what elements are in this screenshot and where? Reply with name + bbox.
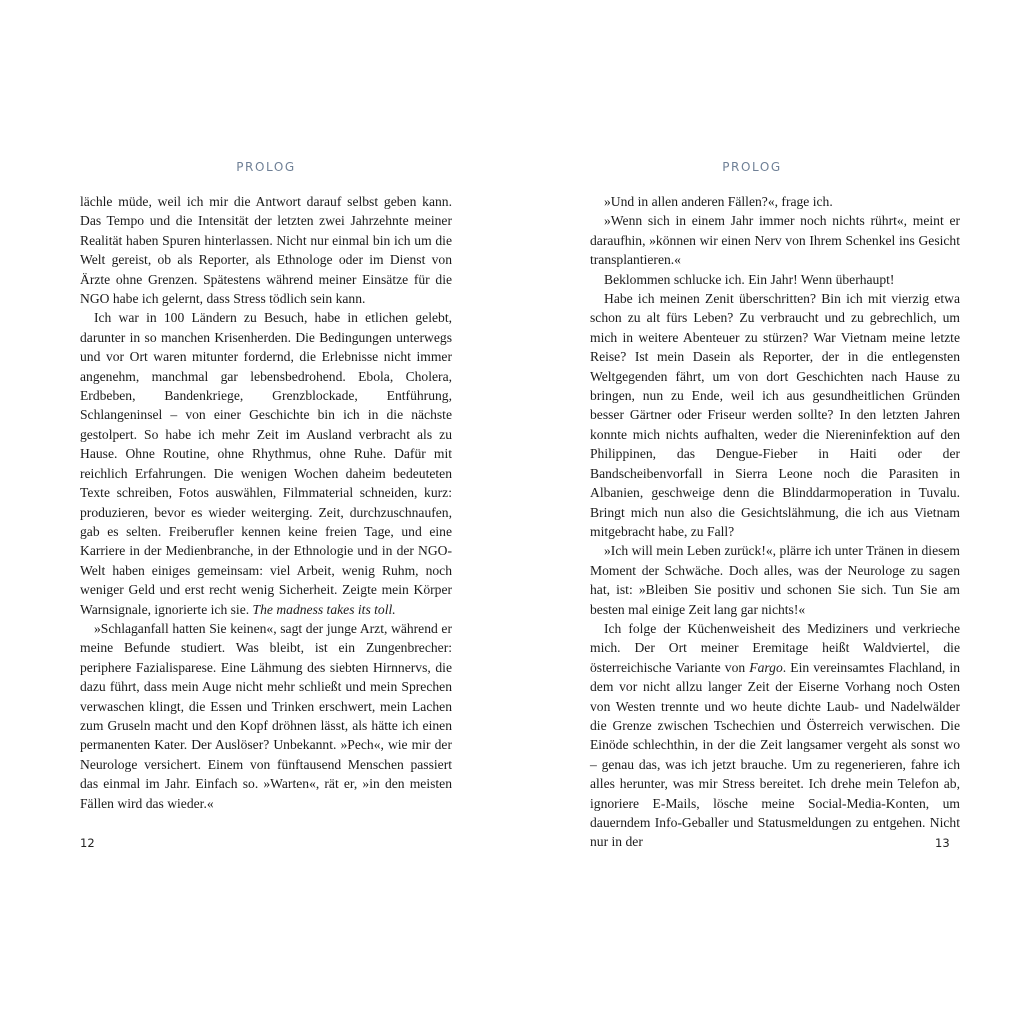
paragraph bbox=[80, 619, 452, 813]
italic-text: The madness takes its toll. bbox=[252, 601, 396, 617]
body-text-right bbox=[590, 192, 960, 852]
running-head-left: PROLOG bbox=[236, 160, 296, 174]
paragraph bbox=[590, 541, 960, 619]
paragraph bbox=[590, 192, 960, 211]
paragraph bbox=[590, 211, 960, 269]
text-run: »Wenn sich in einem Jahr immer noch nichts rührt«, meint er daraufhin, »können wir einen Nerv von Ihrem Schenkel ins Gesicht transplantieren.« bbox=[590, 213, 960, 268]
text-run: Beklommen schlucke ich. Ein Jahr! Wenn überhaupt! bbox=[604, 271, 895, 287]
page-number-right: 13 bbox=[935, 836, 950, 850]
running-head-right: PROLOG bbox=[722, 160, 782, 174]
text-run: Habe ich meinen Zenit überschritten? Bin ich mit vierzig etwa schon zu alt fürs Leben? Zu verbraucht und zu gebrechlich, um mich in weitere Abenteuer zu stürzen? War Vietnam meine letzte Reise? Ist mein Dasein als Reporter, der in die entlegensten Weltgegenden fährt, um von dort Geschichten nach Hause zu bringen, nun zu Ende, weil ich aus gesundheitlichen Gründen besser Gärtner oder Friseur werden sollte? In den letzten Jahren konnte mich nichts aufhalten, weder die Niereninfektion auf den Philippinen, das Dengue-Fieber in Haiti oder der Bandscheibenvorfall in Sierra Leone noch die Parasiten in Albanien, geschweige denn die Blinddarmoperation in Tuvalu. Bringt mich nun also die Gesichtslähmung, die ich aus Vietnam mitgebracht habe, zu Fall? bbox=[590, 291, 960, 539]
text-run: Ich war in 100 Ländern zu Besuch, habe in etlichen gelebt, darunter in so manchen Krisenherden. Die Bedingungen unterwegs und vor Ort waren mitunter fordernd, die Erlebnisse nicht immer angenehm, manchmal gar lebensbedrohend. Ebola, Cholera, Erdbeben, Bandenkriege, Grenzblockade, Entführung, Schlangeninsel – von einer Geschichte bin ich in die nächste gestolpert. So habe ich mehr Zeit im Ausland verbracht als zu Hause. Ohne Routine, ohne Rhythmus, ohne Ruhe. Dafür mit reichlich Erfahrungen. Die wenigen Wochen daheim bedeuteten Texte schreiben, Fotos auswählen, Filmmaterial schneiden, kurz: produzieren, bevor es wieder weiterging. Zeit, durchzuschnaufen, gab es selten. Freiberufler kennen keine freien Tage, und eine Karriere in der Medienbranche, in der Ethnologie und in der NGO-Welt haben einiges gemeinsam: viel Arbeit, wenig Ruhm, noch weniger Geld und erst recht wenig Sicherheit. Zeigte mein Körper Warnsignale, ignorierte ich sie. bbox=[80, 310, 452, 617]
text-run: »Ich will mein Leben zurück!«, plärre ich unter Tränen in diesem Moment der Schwäche. Doch alles, was der Neurologe zu sagen hat, ist: »Bleiben Sie positiv und schonen Sie sich. Tun Sie am besten mal einige Zeit lang gar nichts!« bbox=[590, 543, 960, 617]
text-run: Ich folge der Küchenweisheit des Mediziners und verkrieche mich. Der Ort meiner Eremitage heißt Waldviertel, die österreichische Variante von bbox=[590, 620, 960, 675]
paragraph bbox=[590, 289, 960, 541]
text-run: lächle müde, weil ich mir die Antwort darauf selbst geben kann. Das Tempo und die Intensität der letzten zwei Jahrzehnte meiner Realität haben Spuren hinterlassen. Nicht nur einmal bin ich um die Welt gereist, ob als Reporter, als Ethnologe oder im Dienst von Ärzte ohne Grenzen. Spätestens während meiner Einsätze für die NGO habe ich gelernt, dass Stress tödlich sein kann. bbox=[80, 194, 452, 307]
paragraph bbox=[80, 192, 452, 308]
body-text-left bbox=[80, 192, 452, 813]
text-run: . Ein vereinsamtes Flachland, in dem vor nicht allzu langer Zeit der Eiserne Vorhang noch Osten von Westen trennte und wo heute dichte Laub- und Nadelwälder die Grenze zwischen Tschechien und Österreich verwischen. Die Einöde schlechthin, in der die Zeit langsamer vergeht als sonst wo – genau das, was ich jetzt brauche. Um zu regenerieren, fahre ich alles herunter, was mir Stress bereitet. Ich drehe mein Telefon ab, ignoriere E-Mails, lösche meine Social-Media-Konten, um dauerndem Info-Geballer und Statusmeldungen zu entgehen. Nicht nur in der bbox=[590, 659, 960, 850]
italic-text: Fargo bbox=[749, 659, 783, 675]
page-number-left: 12 bbox=[80, 836, 95, 850]
paragraph bbox=[80, 308, 452, 619]
text-run: »Und in allen anderen Fällen?«, frage ich. bbox=[604, 194, 833, 209]
text-run: »Schlaganfall hatten Sie keinen«, sagt der junge Arzt, während er meine Befunde studiert. Was bleibt, ist ein Zungenbrecher: periphere Fazialisparese. Eine Lähmung des siebten Hirnnervs, die dazu führt, dass mein Auge nicht mehr schließt und mein Sprechen verwaschen klingt, die Essen und Trinken erschwert, mein Lachen zum Gruseln macht und den Kopf dröhnen lässt, als hätte ich einen permanenten Kater. Der Auslöser? Unbekannt. »Pech«, wie mir der Neurologe versichert. Einem von fünftausend Menschen passiert das einmal im Jahr. Einfach so. »Warten«, rät er, »in den meisten Fällen wird das wieder.« bbox=[80, 620, 452, 811]
right-page bbox=[512, 0, 1024, 1024]
paragraph bbox=[590, 619, 960, 852]
paragraph bbox=[590, 270, 960, 289]
